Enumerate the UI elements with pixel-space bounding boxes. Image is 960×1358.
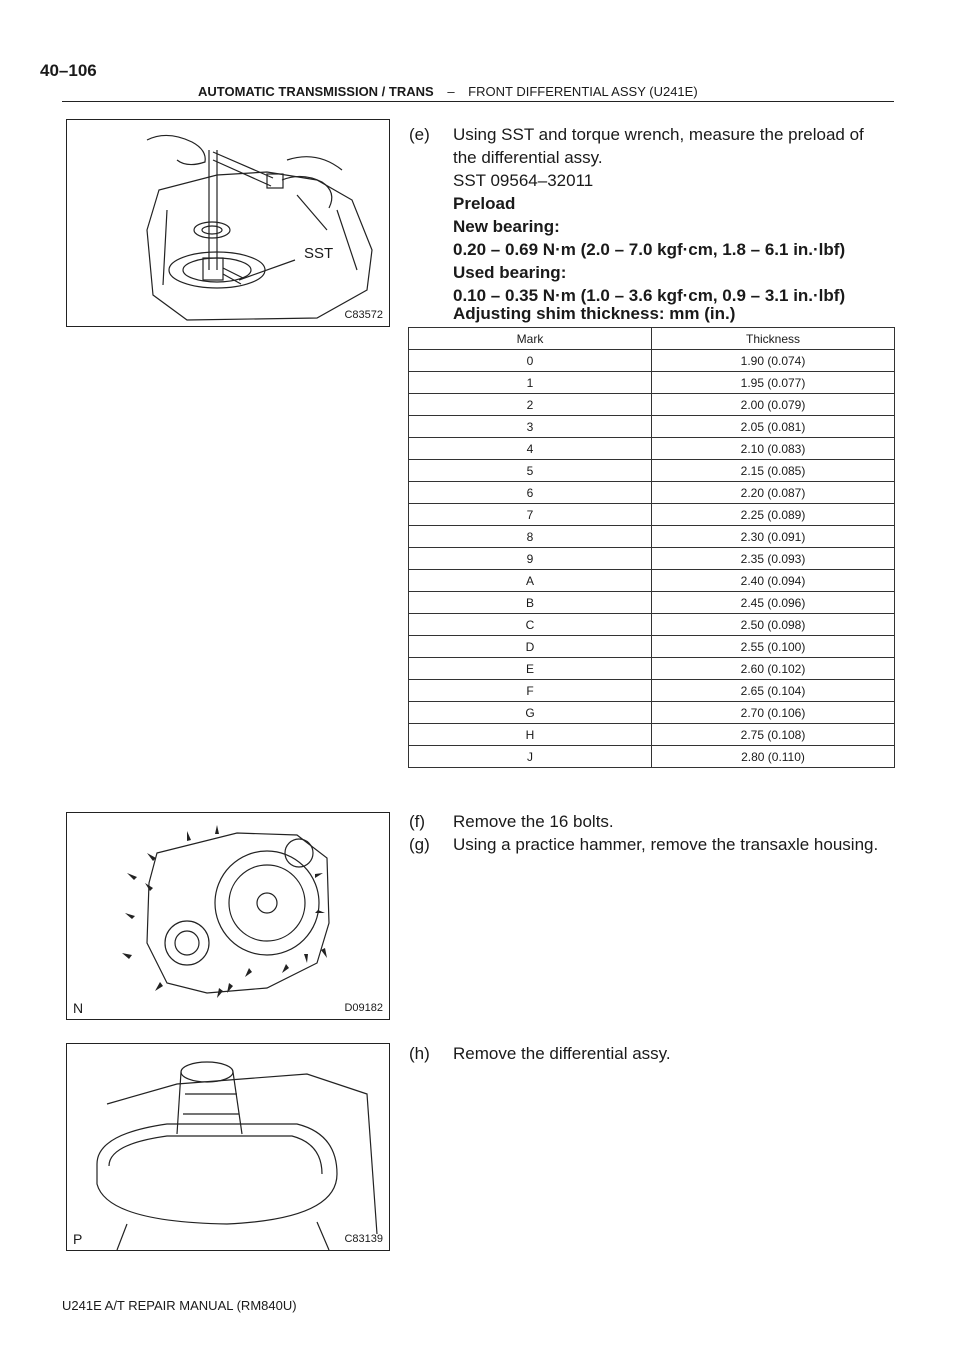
step-g — [409, 833, 878, 856]
table-row — [409, 482, 895, 504]
mark-cell: H — [409, 724, 652, 746]
table-row — [409, 746, 895, 768]
mark-cell: 6 — [409, 482, 652, 504]
figure-corner-mark: N — [73, 1000, 84, 1016]
column-header-thickness: Thickness — [652, 328, 895, 350]
thickness-cell: 2.10 (0.083) — [652, 438, 895, 460]
table-row — [409, 548, 895, 570]
housing-bolts-illustration — [67, 813, 389, 1019]
table-row — [409, 702, 895, 724]
thickness-cell: 2.35 (0.093) — [652, 548, 895, 570]
sst-number: SST 09564–32011 — [453, 171, 594, 190]
table-row — [409, 526, 895, 548]
preload-heading: Preload — [453, 194, 516, 213]
sst-callout: SST — [304, 245, 334, 262]
step-f-text: Remove the 16 bolts. — [453, 812, 614, 831]
mark-cell: 4 — [409, 438, 652, 460]
shim-thickness-title: Adjusting shim thickness: mm (in.) — [453, 304, 736, 323]
table-row — [409, 416, 895, 438]
table-row — [409, 614, 895, 636]
table-header-row — [409, 328, 895, 350]
step-e — [409, 123, 864, 146]
mark-cell: C — [409, 614, 652, 636]
thickness-cell: 2.25 (0.089) — [652, 504, 895, 526]
thickness-cell: 2.15 (0.085) — [652, 460, 895, 482]
mark-cell: 5 — [409, 460, 652, 482]
step-f — [409, 810, 614, 833]
table-row — [409, 658, 895, 680]
mark-cell: 2 — [409, 394, 652, 416]
mark-cell: G — [409, 702, 652, 724]
page-footer: U241E A/T REPAIR MANUAL (RM840U) — [62, 1298, 297, 1313]
header-separator: – — [447, 84, 455, 99]
figure-corner-mark: P — [73, 1231, 83, 1247]
thickness-cell: 2.80 (0.110) — [652, 746, 895, 768]
new-bearing-label: New bearing: — [453, 217, 560, 236]
thickness-cell: 2.75 (0.108) — [652, 724, 895, 746]
figure-housing-bolts — [66, 812, 390, 1020]
header-subsection: FRONT DIFFERENTIAL ASSY (U241E) — [468, 84, 698, 99]
thickness-cell: 2.70 (0.106) — [652, 702, 895, 724]
step-h — [409, 1042, 671, 1065]
step-g-text: Using a practice hammer, remove the transaxle housing. — [453, 835, 879, 854]
figure-preload-measurement — [66, 119, 390, 327]
mark-cell: J — [409, 746, 652, 768]
table-row — [409, 460, 895, 482]
thickness-cell: 2.20 (0.087) — [652, 482, 895, 504]
table-row — [409, 592, 895, 614]
used-bearing-label: Used bearing: — [453, 263, 567, 282]
table-row — [409, 394, 895, 416]
page-header — [198, 84, 698, 99]
step-h-text: Remove the differential assy. — [453, 1044, 671, 1063]
shim-thickness-table — [408, 327, 895, 768]
used-bearing-value: 0.10 – 0.35 N·m (1.0 – 3.6 kgf·cm, 0.9 – 3.1 in.·lbf) — [453, 286, 846, 305]
figure-code: C83139 — [344, 1233, 383, 1245]
thickness-cell: 2.55 (0.100) — [652, 636, 895, 658]
thickness-cell: 2.65 (0.104) — [652, 680, 895, 702]
table-body — [409, 350, 895, 768]
mark-cell: 8 — [409, 526, 652, 548]
header-rule — [62, 101, 894, 102]
thickness-cell: 2.05 (0.081) — [652, 416, 895, 438]
step-e-continuation: the differential assy. — [453, 148, 603, 167]
table-row — [409, 438, 895, 460]
mark-cell: F — [409, 680, 652, 702]
figure-code: D09182 — [344, 1002, 383, 1014]
mark-cell: 7 — [409, 504, 652, 526]
mark-cell: D — [409, 636, 652, 658]
thickness-cell: 1.90 (0.074) — [652, 350, 895, 372]
step-label: (f) — [409, 812, 426, 831]
step-label: (e) — [409, 125, 430, 144]
mark-cell: E — [409, 658, 652, 680]
differential-illustration — [67, 1044, 389, 1250]
table-row — [409, 570, 895, 592]
thickness-cell: 2.50 (0.098) — [652, 614, 895, 636]
table-row — [409, 680, 895, 702]
mark-cell: 9 — [409, 548, 652, 570]
thickness-cell: 2.30 (0.091) — [652, 526, 895, 548]
step-label: (h) — [409, 1044, 430, 1063]
preload-illustration — [67, 120, 389, 326]
table-row — [409, 372, 895, 394]
table-row — [409, 504, 895, 526]
mark-cell: 1 — [409, 372, 652, 394]
figure-code: C83572 — [344, 309, 383, 321]
thickness-cell: 2.45 (0.096) — [652, 592, 895, 614]
column-header-mark: Mark — [409, 328, 652, 350]
thickness-cell: 2.60 (0.102) — [652, 658, 895, 680]
thickness-cell: 2.40 (0.094) — [652, 570, 895, 592]
new-bearing-value: 0.20 – 0.69 N·m (2.0 – 7.0 kgf·cm, 1.8 – 6.1 in.·lbf) — [453, 240, 846, 259]
thickness-cell: 2.00 (0.079) — [652, 394, 895, 416]
thickness-cell: 1.95 (0.077) — [652, 372, 895, 394]
page-number: 40–106 — [40, 61, 97, 80]
table-row — [409, 636, 895, 658]
table-row — [409, 724, 895, 746]
mark-cell: 0 — [409, 350, 652, 372]
mark-cell: 3 — [409, 416, 652, 438]
header-section: AUTOMATIC TRANSMISSION / TRANS — [198, 84, 434, 99]
step-e-text: Using SST and torque wrench, measure the preload of — [453, 125, 864, 144]
mark-cell: B — [409, 592, 652, 614]
figure-differential — [66, 1043, 390, 1251]
step-label: (g) — [409, 835, 430, 854]
table-row — [409, 350, 895, 372]
mark-cell: A — [409, 570, 652, 592]
